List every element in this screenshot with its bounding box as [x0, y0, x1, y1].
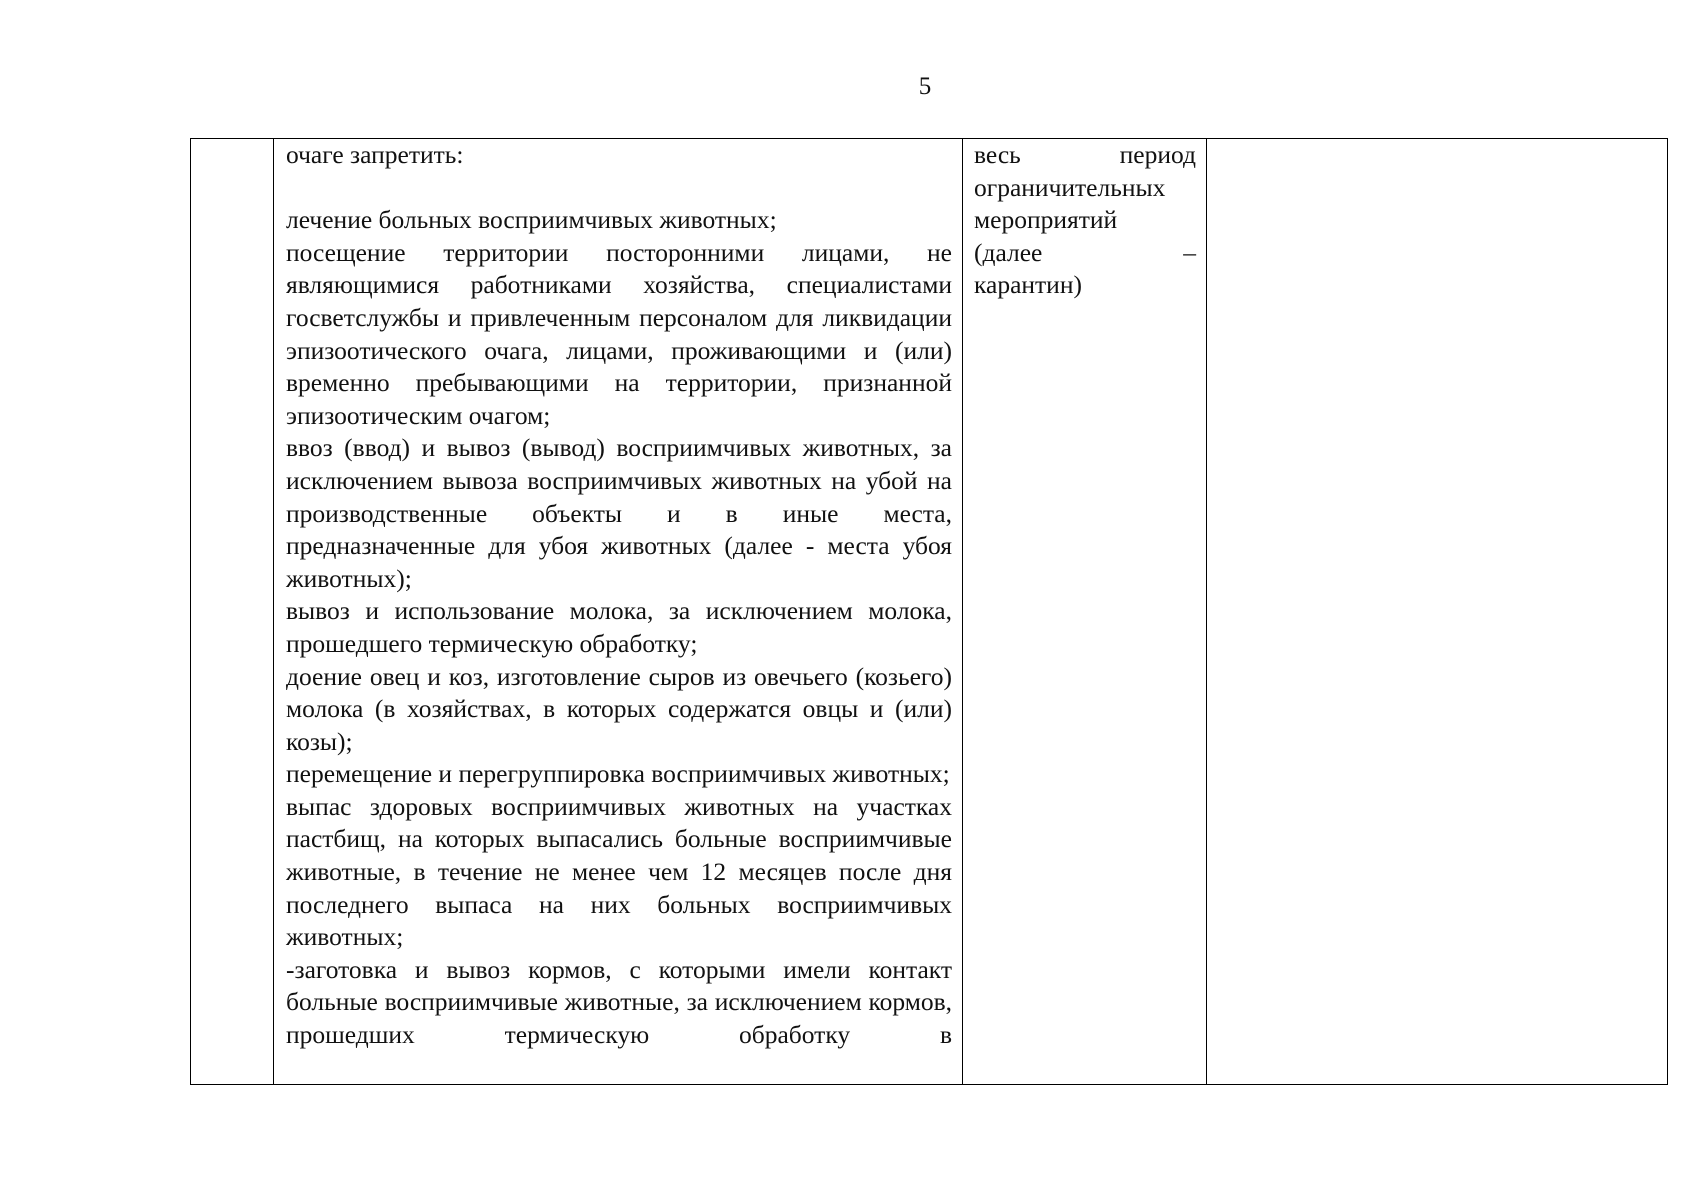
measure-item-last: -заготовка и вывоз кормов, с которыми имели контакт больные восприимчивые животные, за исключением кормов, прошедших термическую обработку в [286, 954, 952, 1050]
measure-item: перемещение и перегруппировка восприимчивых животных; [286, 759, 950, 789]
period-word: весь [974, 140, 1021, 169]
measure-item: вывоз и использование молока, за исключением молока, прошедшего термическую обработку; [286, 596, 952, 658]
measure-item: доение овец и коз, изготовление сыров из овечьего (козьего) молока (в хозяйствах, в которых содержатся овцы и (или) козы); [286, 661, 952, 756]
measure-item: ввоз (ввод) и вывоз (вывод) восприимчивых животных, за исключением вывоза восприимчивых животных на убой на производственные объекты и в иные места, предназначенные для убоя животных (далее - места убоя животных); [286, 433, 952, 593]
period-word: (далее [974, 237, 1043, 267]
blank-line [286, 172, 952, 205]
number-cell [191, 139, 274, 1085]
measure-item: выпас здоровых восприимчивых животных на участках пастбищ, на которых выпасались больные восприимчивые животные, в течение не менее чем 12 месяцев после дня последнего выпаса на них больных восприимчивых животных; [286, 791, 952, 952]
measure-cell [274, 139, 963, 1085]
measures-table [190, 138, 1668, 1085]
page-number: 5 [918, 73, 932, 100]
measure-item: посещение территории посторонними лицами, не являющимися работниками хозяйства, специалистами госветслужбы и привлеченным персоналом для ликвидации эпизоотического очага, лицами, проживающими и (или) временно пребывающими на территории, признанной эпизоотическим очагом; [286, 237, 952, 430]
period-line-1 [974, 139, 1196, 172]
measure-intro: очаге запретить: [286, 140, 464, 169]
period-line-4 [974, 237, 1196, 270]
period-line-5: карантин) [974, 270, 1082, 300]
table-row [191, 139, 1668, 1085]
period-line-2: ограничительных [974, 172, 1166, 202]
measure-item: лечение больных восприимчивых животных; [286, 205, 777, 235]
responsible-cell [1207, 139, 1668, 1085]
period-word: – [1183, 237, 1196, 267]
period-cell [963, 139, 1207, 1085]
period-line-3: мероприятий [974, 205, 1118, 235]
period-word: период [1119, 140, 1196, 169]
